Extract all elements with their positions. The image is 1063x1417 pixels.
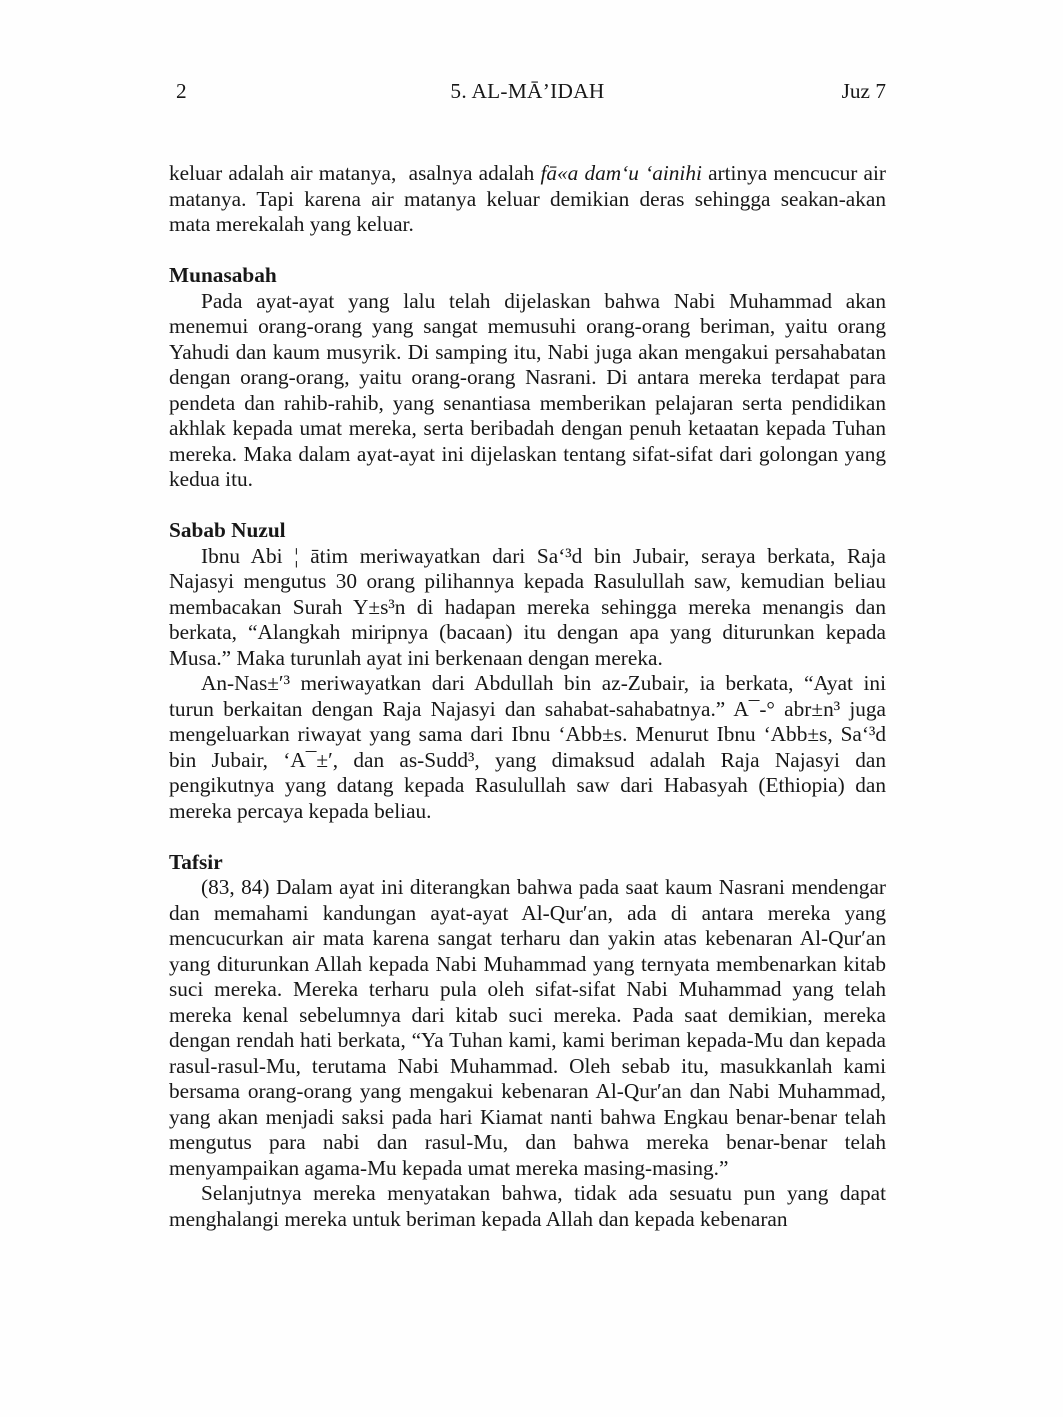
arabic-transliteration: fā«a dam‘u ‘ainihi: [540, 161, 702, 185]
text-run: (83, 84) Dalam ayat ini diterangkan bahwa pada saat kaum Nasrani mendengar dan memahami kandungan ayat-ayat Al-Qur′an, ada di antara mereka yang mencucurkan air mata karena sangat terharu dan yakin atas kebenaran Al-Qur′an yang diturunkan Allah kepada Nabi Muhammad yang ternyata membenarkan kitab suci mereka. Mereka terharu pula oleh sifat-sifat Nabi Muhammad yang telah mereka kenal sebelumnya dari kitab suci mereka. Pada saat demikian, mereka dengan rendah hati berkata, “Ya Tuhan kami, kami beriman kepada-Mu dan kepada rasul-rasul-Mu, terutama Nabi Muhammad. Oleh sebab itu, masukkanlah kami bersama orang-orang yang mengakui kebenaran Al-Qur′an dan Nabi Muhammad, yang akan menjadi saksi pada hari Kiamat nanti bahwa Engkau benar-benar telah mengutus para nabi dan rasul-Mu, dan bahwa mereka benar-benar telah menyampaikan agama-Mu kepada umat mereka masing-masing.”: [169, 875, 886, 1180]
text-run: Selanjutnya mereka menyatakan bahwa, tidak ada sesuatu pun yang dapat menghalangi mereka untuk beriman kepada Allah dan kepada kebenaran: [169, 1181, 886, 1231]
body-paragraph: [169, 289, 886, 493]
section-heading: Munasabah: [169, 263, 277, 287]
body-paragraph: [169, 671, 886, 824]
document-body: [169, 161, 886, 1232]
body-paragraph: [169, 1181, 886, 1232]
page-number: 2: [176, 79, 187, 103]
page-header: [169, 79, 886, 105]
text-run: keluar adalah air matanya, asalnya adalah: [169, 161, 541, 185]
section-heading: Tafsir: [169, 849, 223, 874]
text-run: artinya mencucur air matanya. Tapi karena air matanya keluar demikian deras sehingga seakan-akan mata merekalah yang keluar.: [169, 161, 887, 236]
body-paragraph: [169, 875, 886, 1181]
text-run: An-Nas±′³ meriwayatkan dari Abdullah bin az-Zubair, ia berkata, “Ayat ini turun berkaitan dengan Raja Najasyi dan sahabat-sahabatnya.” A¯-° abr±n³ juga mengeluarkan riwayat yang sama dari Ibnu ‘Abb±s. Menurut Ibnu ‘Abb±s, Sa‘³d bin Jubair, ‘A¯±′, dan as-Sudd³, yang dimaksud adalah Raja Najasyi dan pengikutnya yang datang kepada Rasulullah saw dari Habasyah (Ethiopia) dan mereka percaya kepada beliau.: [169, 671, 886, 823]
body-paragraph: [169, 161, 886, 238]
body-paragraph: [169, 544, 886, 672]
text-run: Ibnu Abi ¦ ātim meriwayatkan dari Sa‘³d bin Jubair, seraya berkata, Raja Najasyi mengutus 30 orang pilihannya kepada Rasulullah saw, kemudian beliau membacakan Surah Y±s³n di hadapan mereka sehingga mereka menangis dan berkata, “Alangkah miripnya (bacaan) itu dengan apa yang diturunkan kepada Musa.” Maka turunlah ayat ini berkenaan dengan mereka.: [169, 543, 886, 670]
page-title: 5. AL-MĀ’IDAH: [450, 79, 605, 103]
section-heading: Sabab Nuzul: [169, 518, 286, 542]
text-run: Pada ayat-ayat yang lalu telah dijelaskan bahwa Nabi Muhammad akan menemui orang-orang yang sangat memusuhi orang-orang beriman, yaitu orang Yahudi dan kaum musyrik. Di samping itu, Nabi juga akan mengakui persahabatan dengan orang-orang, yaitu orang-orang Nasrani. Di antara mereka terdapat para pendeta dan rahib-rahib, yang senantiasa memberikan pelajaran serta pendidikan akhlak kepada umat mereka, serta beribadah dengan penuh ketaatan kepada Tuhan mereka. Maka dalam ayat-ayat ini dijelaskan tentang sifat-sifat dari golongan yang kedua itu.: [169, 288, 886, 491]
juz-label: Juz 7: [841, 79, 886, 103]
